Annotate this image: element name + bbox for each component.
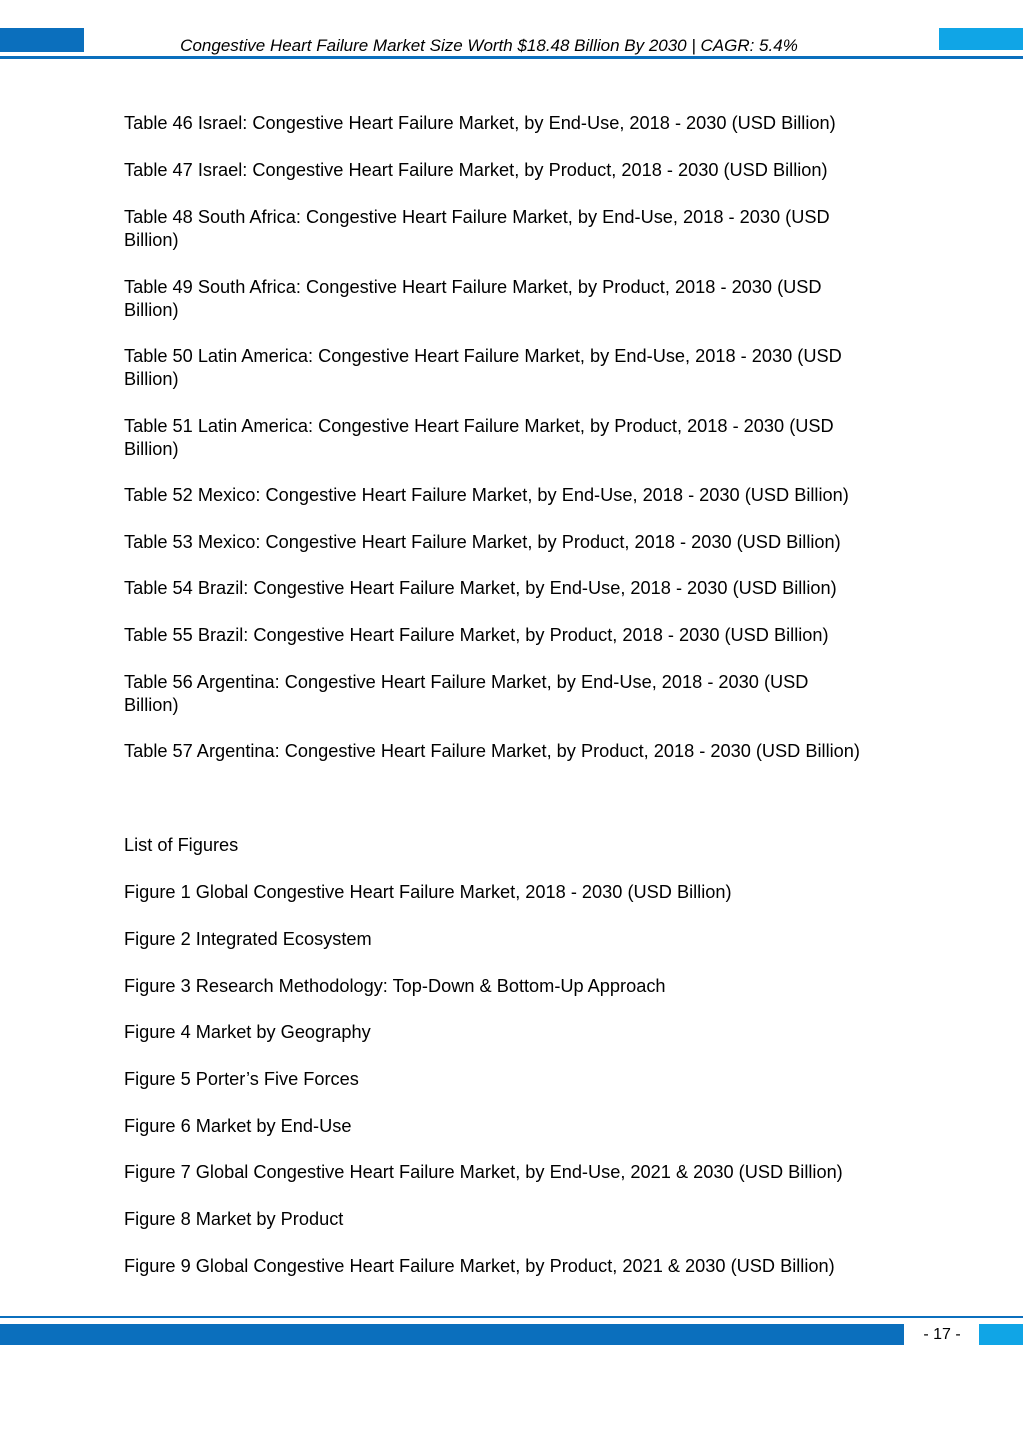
footer-bar [0, 1324, 904, 1345]
toc-entry-figure-7: Figure 7 Global Congestive Heart Failure Market, by End-Use, 2021 & 2030 (USD Billion) [124, 1162, 843, 1182]
toc-entry-table-56: Table 56 Argentina: Congestive Heart Failure Market, by End-Use, 2018 - 2030 (USD Billion) [124, 672, 809, 715]
toc-entry-figure-8: Figure 8 Market by Product [124, 1209, 344, 1229]
toc-entry-figure-4: Figure 4 Market by Geography [124, 1022, 371, 1042]
toc-entry-table-54: Table 54 Brazil: Congestive Heart Failure Market, by End-Use, 2018 - 2030 (USD Billion) [124, 578, 837, 598]
toc-entry-figure-5: Figure 5 Porter’s Five Forces [124, 1069, 359, 1089]
toc-entry-table-57: Table 57 Argentina: Congestive Heart Failure Market, by Product, 2018 - 2030 (USD Billion) [124, 741, 860, 761]
toc-entry-table-55: Table 55 Brazil: Congestive Heart Failure Market, by Product, 2018 - 2030 (USD Billion) [124, 625, 829, 645]
toc-entry-table-52: Table 52 Mexico: Congestive Heart Failure Market, by End-Use, 2018 - 2030 (USD Billion) [124, 485, 849, 505]
toc-entry-figure-1: Figure 1 Global Congestive Heart Failure Market, 2018 - 2030 (USD Billion) [124, 882, 732, 902]
toc-entry-table-49: Table 49 South Africa: Congestive Heart Failure Market, by Product, 2018 - 2030 (USD Billion) [124, 277, 822, 320]
toc-entry-table-53: Table 53 Mexico: Congestive Heart Failure Market, by Product, 2018 - 2030 (USD Billion) [124, 532, 841, 552]
toc-entry-table-50: Table 50 Latin America: Congestive Heart Failure Market, by End-Use, 2018 - 2030 (USD Billion) [124, 346, 842, 389]
page-header-title: Congestive Heart Failure Market Size Worth $18.48 Billion By 2030 | CAGR: 5.4% [180, 36, 798, 55]
toc-entry-figure-9: Figure 9 Global Congestive Heart Failure Market, by Product, 2021 & 2030 (USD Billion) [124, 1256, 835, 1276]
toc-entry-table-47: Table 47 Israel: Congestive Heart Failure Market, by Product, 2018 - 2030 (USD Billion) [124, 160, 828, 180]
header-rule [0, 56, 1023, 59]
toc-entry-figure-3: Figure 3 Research Methodology: Top-Down & Bottom-Up Approach [124, 976, 666, 996]
page-number: - 17 - [923, 1326, 961, 1343]
toc-entry-table-46: Table 46 Israel: Congestive Heart Failure Market, by End-Use, 2018 - 2030 (USD Billion) [124, 113, 836, 133]
list-of-figures-heading: List of Figures [124, 835, 239, 855]
footer-rule [0, 1316, 1023, 1318]
toc-entry-table-51: Table 51 Latin America: Congestive Heart Failure Market, by Product, 2018 - 2030 (USD Billion) [124, 416, 834, 459]
toc-entry-figure-6: Figure 6 Market by End-Use [124, 1116, 352, 1136]
toc-entry-table-48: Table 48 South Africa: Congestive Heart Failure Market, by End-Use, 2018 - 2030 (USD Billion) [124, 207, 830, 250]
header-accent-right [939, 28, 1023, 50]
toc-entry-figure-2: Figure 2 Integrated Ecosystem [124, 929, 372, 949]
footer-accent-right [979, 1324, 1023, 1345]
